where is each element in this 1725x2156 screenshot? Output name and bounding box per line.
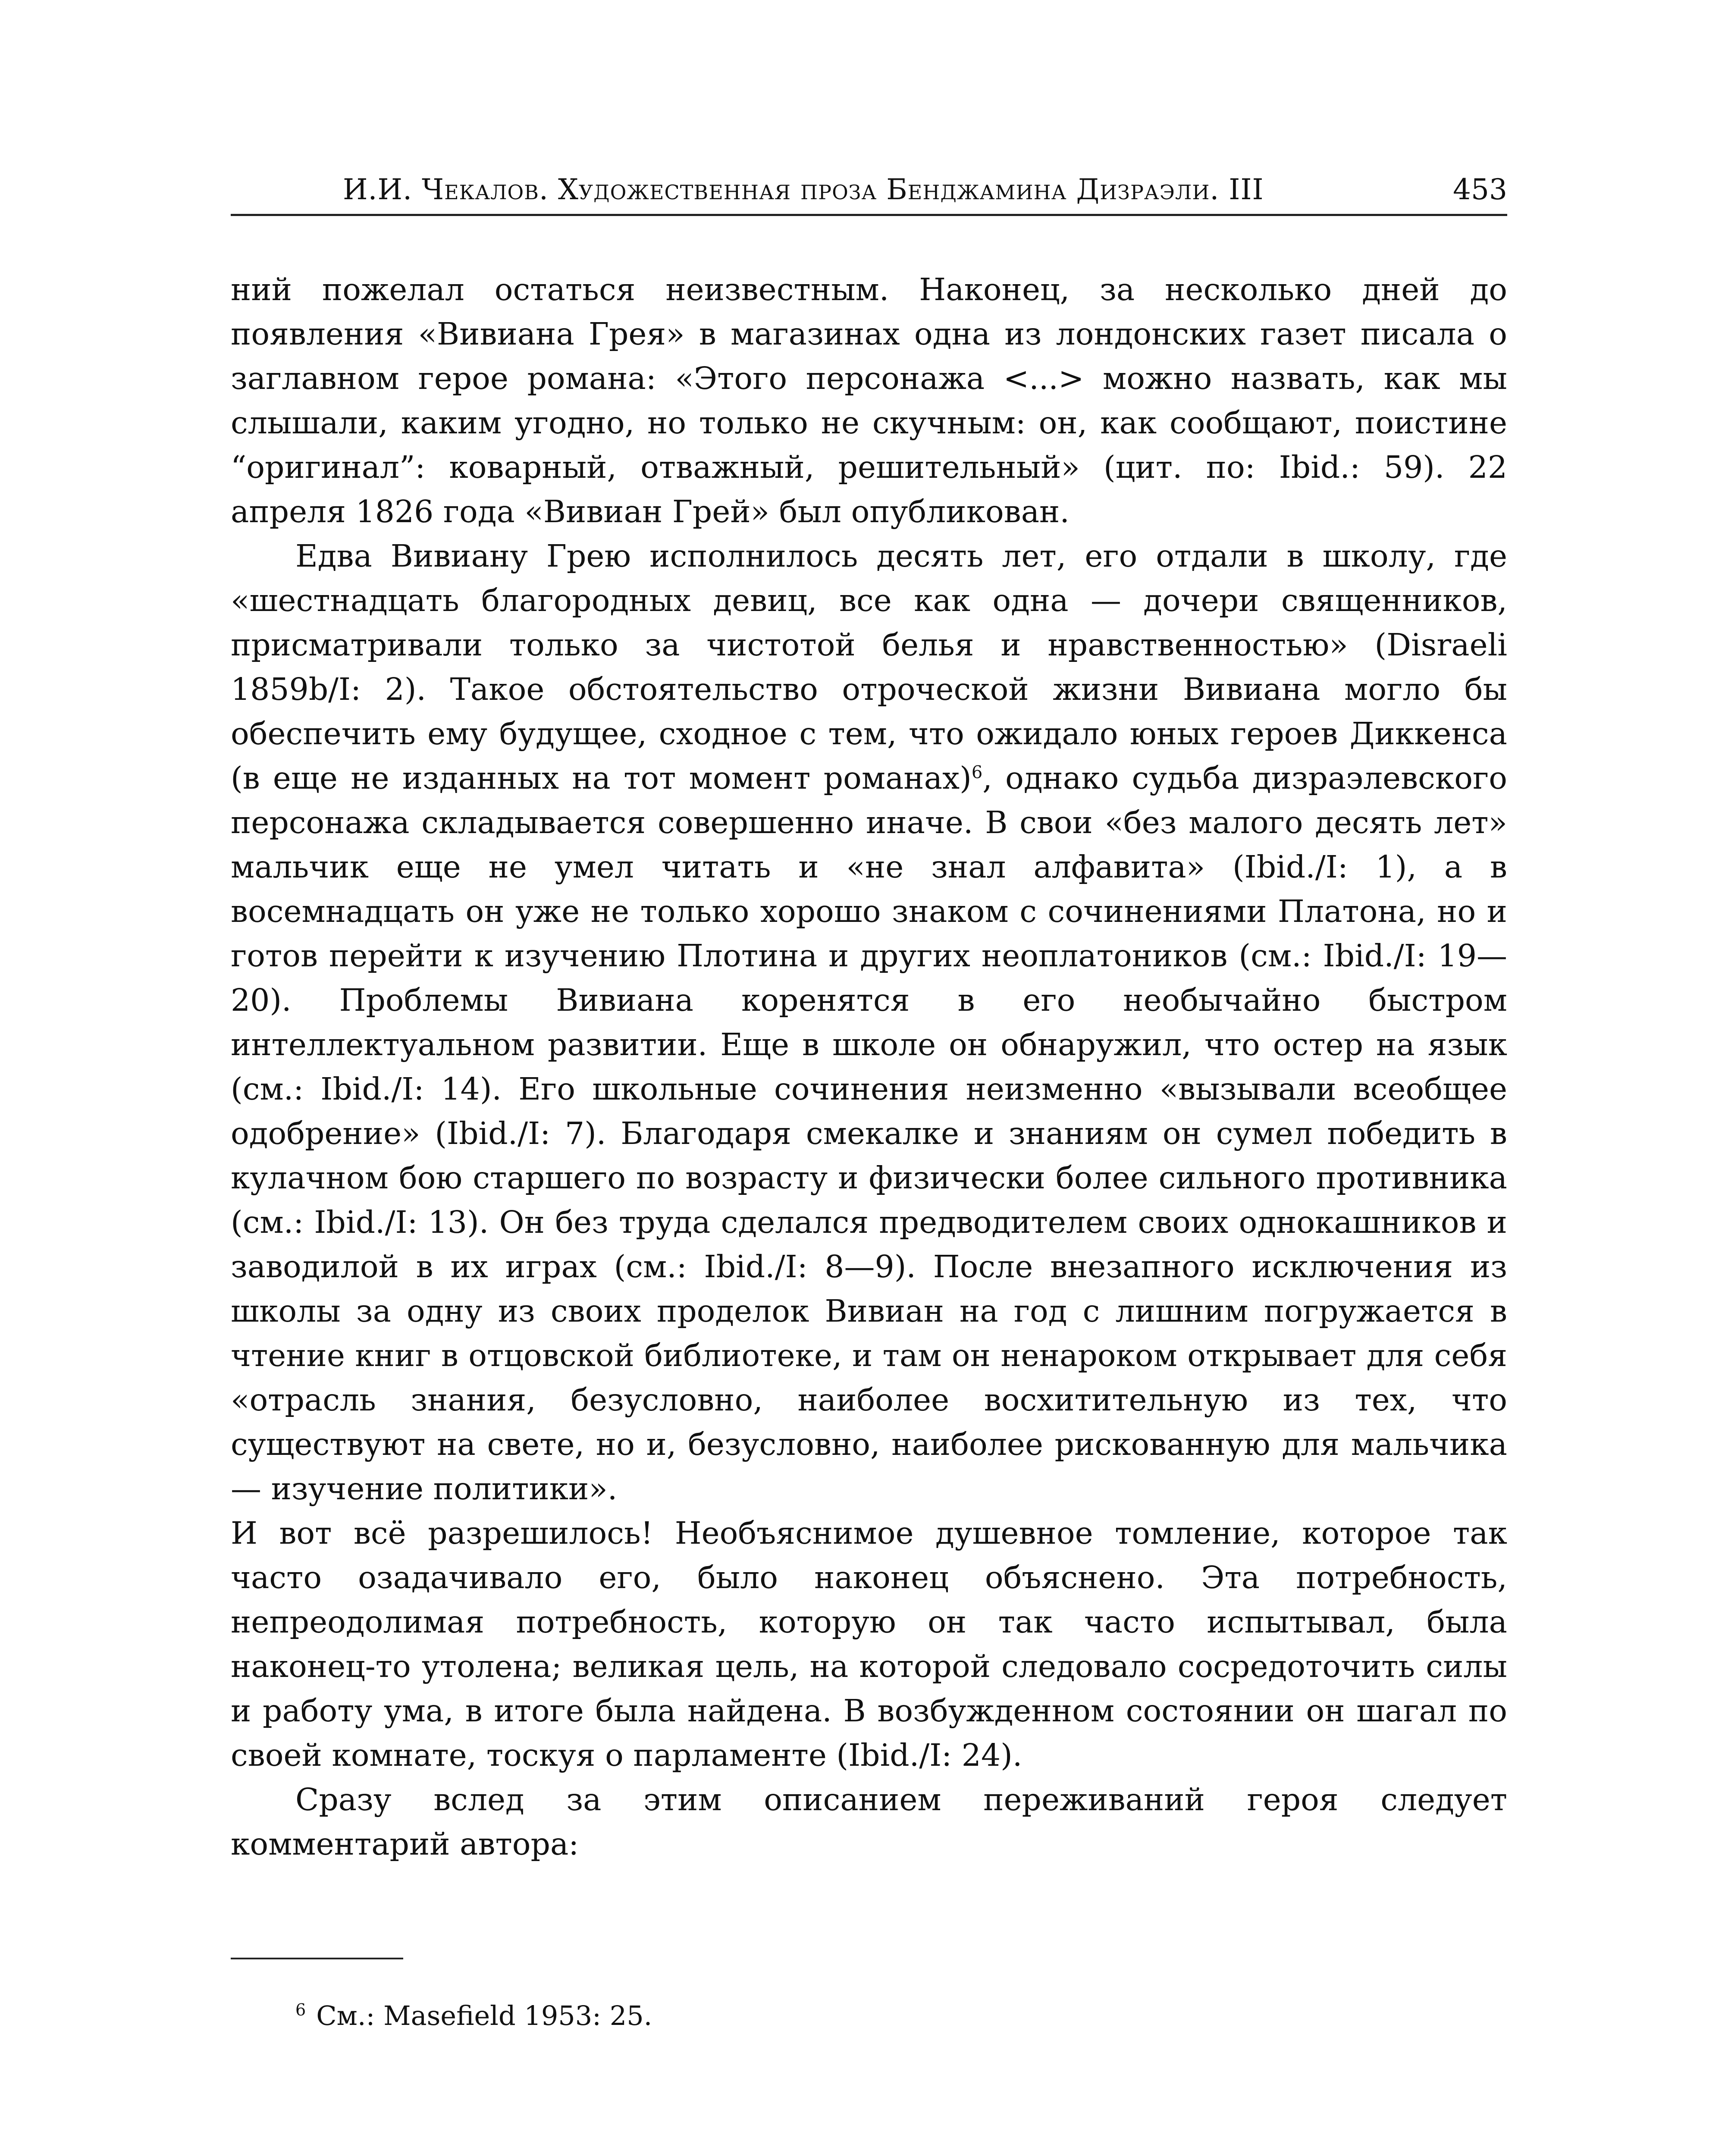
main-text	[231, 267, 1507, 1866]
page-number: 453	[1453, 173, 1507, 206]
paragraph-vivian-school	[231, 534, 1507, 1511]
footnote	[295, 1996, 1503, 2035]
footnote-separator	[231, 1958, 403, 1959]
footnote-reference[interactable]: 6	[971, 762, 983, 783]
footnote-text: См.: Masefield 1953: 25.	[316, 2000, 652, 2031]
running-head	[231, 168, 1507, 216]
block-quote: И вот всё разрешилось! Необъяснимое душевное томление, которое так часто озадачивало его, было наконец объяснено. Эта потребность, непреодолимая потребность, которую он так часто испытывал, была наконец-то утолена; великая цель, на которой следовало сосредоточить силы и работу ума, в итоге была найдена. В возбужденном состоянии он шагал по своей комнате, тоскуя о парламенте (Ibid./I: 24).	[231, 1515, 1507, 1773]
header-rule	[231, 214, 1507, 216]
paragraph-text-part-2: , однако судьба дизраэлевского персонажа складывается совершенно иначе. В свои «без малого десять лет» мальчик еще не умел читать и «не знал алфавита» (Ibid./I: 1), а в восемнадцать он уже не только хорошо знаком с сочинениями Платона, но и готов перейти к изучению Плотина и других неоплатоников (см.: Ibid./I: 19—20). Проблемы Вивиана коренятся в его необычайно быстром интеллектуальном развитии. Еще в школе он обнаружил, что остер на язык (см.: Ibid./I: 14). Его школьные сочинения неизменно «вызывали всеобщее одобрение» (Ibid./I: 7). Благодаря смекалке и знаниям он сумел победить в кулачном бою старшего по возрасту и физически более сильного противника (см.: Ibid./I: 13). Он без труда сделался предводителем своих однокашников и заводилой в их играх (см.: Ibid./I: 8—9). После внезапного исключения из школы за одну из своих проделок Вивиан на год с лишним погружается в чтение книг в отцовской библиотеке, и там он ненароком открывает для себя «отрасль знания, безусловно, наиболее восхитительную из тех, что существуют на свете, но и, безусловно, наиболее рискованную для мальчика — изучение политики».	[231, 760, 1507, 1507]
paragraph-text-part-1: Едва Вивиану Грею исполнилось десять лет, его отдали в школу, где «шестнадцать благородных девиц, все как одна — дочери священников, присматривали только за чистотой белья и нравственностью» (Disraeli 1859b/I: 2). Такое обстоятельство отроческой жизни Вивиана могло бы обеспечить ему будущее, сходное с тем, что ожидало юных героев Диккенса (в еще не изданных на тот момент романах)	[231, 538, 1507, 796]
running-title: И.И. Чекалов. Художественная проза Бенджамина Дизраэли. III	[343, 173, 1264, 206]
paragraph-continuation: ний пожелал остаться неизвестным. Наконец, за несколько дней до появления «Вивиана Грея» в магазинах одна из лондонских газет писала о заглавном герое романа: «Этого персонажа <...> можно назвать, как мы слышали, каким угодно, но только не скучным: он, как сообщают, поистине “оригинал”: коварный, отважный, решительный» (цит. по: Ibid.: 59). 22 апреля 1826 года «Вивиан Грей» был опубликован.	[231, 272, 1507, 530]
footnote-marker: 6	[295, 2000, 306, 2020]
paragraph-author-comment: Сразу вслед за этим описанием переживаний героя следует комментарий автора:	[231, 1782, 1507, 1862]
